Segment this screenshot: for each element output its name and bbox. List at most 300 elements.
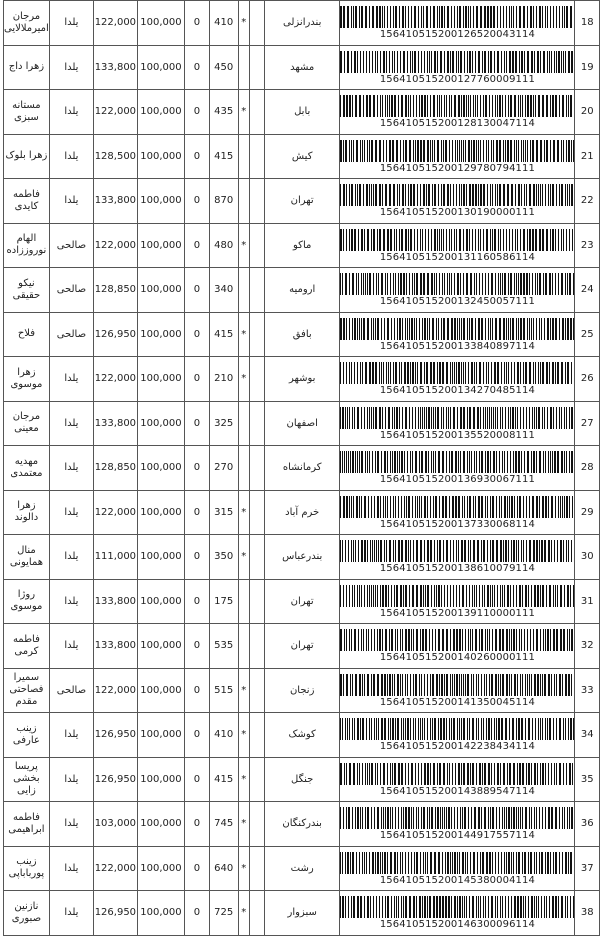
barcode-bar bbox=[452, 362, 453, 384]
barcode-bar bbox=[466, 229, 468, 251]
barcode-bar bbox=[412, 407, 413, 429]
barcode-bar bbox=[451, 807, 452, 829]
barcode-bar bbox=[426, 362, 428, 384]
barcode-bar bbox=[521, 629, 522, 651]
barcode-bar bbox=[434, 585, 435, 607]
barcode-bar bbox=[386, 140, 387, 162]
barcode-bar bbox=[529, 674, 530, 696]
row-index: 26 bbox=[575, 357, 600, 402]
barcode-bar bbox=[511, 629, 512, 651]
barcode-bar bbox=[540, 674, 541, 696]
barcode-bar bbox=[340, 718, 341, 740]
barcode-bar bbox=[550, 95, 551, 117]
barcode-bar bbox=[380, 763, 381, 785]
recipient-name: الهام نوروززاده bbox=[4, 223, 50, 268]
barcode-bar bbox=[482, 51, 483, 73]
barcode-bar bbox=[474, 362, 475, 384]
table-row bbox=[4, 1, 600, 46]
weight: 340 bbox=[209, 268, 238, 313]
barcode-bar bbox=[375, 763, 376, 785]
barcode-cell bbox=[340, 446, 575, 491]
barcode-bar bbox=[346, 629, 347, 651]
barcode-bar bbox=[550, 852, 551, 874]
barcode-bar bbox=[543, 451, 544, 473]
barcode-bar bbox=[506, 852, 507, 874]
barcode-bar bbox=[354, 362, 355, 384]
barcode-bar bbox=[414, 6, 416, 28]
barcode-bar bbox=[469, 585, 470, 607]
barcode-bar bbox=[450, 674, 451, 696]
barcode-bar bbox=[407, 451, 408, 473]
barcode-bar bbox=[425, 451, 427, 473]
total-price: 133,800 bbox=[93, 624, 137, 669]
barcode-bar bbox=[474, 273, 475, 295]
barcode-bar bbox=[537, 273, 538, 295]
barcode-bar bbox=[476, 140, 477, 162]
barcode-bar bbox=[381, 718, 383, 740]
barcode-bar bbox=[566, 229, 567, 251]
barcode-bar bbox=[555, 273, 556, 295]
barcode-bar bbox=[465, 140, 466, 162]
barcode-bar bbox=[504, 451, 505, 473]
barcode-bar bbox=[463, 273, 464, 295]
barcode-bar bbox=[408, 229, 409, 251]
barcode-bar bbox=[525, 807, 527, 829]
barcode-bar bbox=[415, 451, 417, 473]
barcode-bar bbox=[561, 273, 563, 295]
recipient-name: نازنین صبوری bbox=[4, 891, 50, 936]
barcode-bar bbox=[427, 585, 429, 607]
barcode-bar bbox=[498, 852, 499, 874]
barcode-bar bbox=[567, 629, 568, 651]
barcode-bar bbox=[432, 718, 433, 740]
barcode-bar bbox=[355, 674, 357, 696]
barcode-bar bbox=[342, 896, 344, 918]
barcode-bar bbox=[384, 674, 386, 696]
barcode-bar bbox=[549, 362, 550, 384]
barcode-bar bbox=[382, 629, 383, 651]
barcode-bar bbox=[462, 852, 464, 874]
sender-name: یلدا bbox=[49, 45, 93, 90]
barcode-bar bbox=[492, 540, 494, 562]
barcode-bar bbox=[555, 318, 557, 340]
barcode-bar bbox=[389, 51, 390, 73]
barcode-bar bbox=[434, 51, 436, 73]
barcode-bar bbox=[422, 718, 423, 740]
sender-name: یلدا bbox=[49, 90, 93, 135]
barcode-bar bbox=[572, 763, 573, 785]
barcode-bar bbox=[551, 674, 552, 696]
barcode-bar bbox=[520, 318, 522, 340]
barcode-bar bbox=[490, 540, 491, 562]
barcode-bar bbox=[427, 540, 429, 562]
barcode-bar bbox=[523, 896, 524, 918]
barcode-bar bbox=[457, 6, 458, 28]
barcode-bar bbox=[423, 585, 424, 607]
base-price: 100,000 bbox=[137, 713, 184, 758]
barcode-bar bbox=[447, 6, 449, 28]
barcode-bar bbox=[516, 718, 517, 740]
barcode-bar bbox=[384, 852, 386, 874]
barcode-bar bbox=[429, 629, 430, 651]
barcode-bar bbox=[340, 140, 342, 162]
barcode-bar bbox=[449, 229, 450, 251]
barcode-bar bbox=[473, 852, 475, 874]
barcode-bar bbox=[453, 540, 454, 562]
barcode-bar bbox=[395, 496, 396, 518]
barcode-bar bbox=[495, 674, 497, 696]
barcode-bar bbox=[445, 140, 447, 162]
barcode-bar bbox=[441, 6, 443, 28]
destination-city: بابل bbox=[264, 90, 339, 135]
barcode-bar bbox=[478, 496, 480, 518]
barcode-bar bbox=[403, 51, 405, 73]
barcode-bar bbox=[359, 451, 360, 473]
barcode-bar bbox=[356, 273, 357, 295]
barcode-bar bbox=[416, 273, 418, 295]
barcode-bar bbox=[439, 896, 441, 918]
barcode-bar bbox=[548, 451, 549, 473]
barcode-bar bbox=[549, 51, 550, 73]
barcode-bar bbox=[372, 51, 373, 73]
barcode-bar bbox=[479, 362, 481, 384]
barcode-bar bbox=[461, 95, 462, 117]
barcode-bar bbox=[420, 184, 421, 206]
barcode-bar bbox=[401, 763, 403, 785]
barcode-bar bbox=[359, 318, 360, 340]
barcode-bar bbox=[448, 896, 450, 918]
sender-name: صالحی bbox=[49, 312, 93, 357]
barcode-bar bbox=[525, 362, 527, 384]
barcode-bar bbox=[475, 95, 476, 117]
base-price: 100,000 bbox=[137, 490, 184, 535]
barcode-number: 156410515200146300096114 bbox=[379, 919, 535, 931]
row-index: 30 bbox=[575, 535, 600, 580]
barcode-bar bbox=[532, 718, 533, 740]
empty-cell bbox=[249, 668, 264, 713]
barcode-bar bbox=[530, 852, 532, 874]
table-row bbox=[4, 624, 600, 669]
barcode-bar bbox=[411, 6, 412, 28]
weight: 480 bbox=[209, 223, 238, 268]
barcode-bar bbox=[387, 496, 388, 518]
barcode-graphic bbox=[340, 273, 574, 295]
barcode-bar bbox=[405, 852, 406, 874]
barcode-bar bbox=[465, 674, 466, 696]
barcode-bar bbox=[503, 184, 505, 206]
barcode-bar bbox=[367, 140, 368, 162]
table-row bbox=[4, 357, 600, 402]
barcode-bar bbox=[345, 852, 346, 874]
barcode-bar bbox=[383, 362, 384, 384]
barcode-bar bbox=[413, 95, 414, 117]
barcode-bar bbox=[392, 451, 393, 473]
barcode-bar bbox=[546, 140, 548, 162]
barcode-bar bbox=[523, 540, 524, 562]
total-price: 122,000 bbox=[93, 846, 137, 891]
barcode-bar bbox=[400, 585, 402, 607]
barcode-cell bbox=[340, 45, 575, 90]
barcode-bar bbox=[522, 763, 524, 785]
barcode-bar bbox=[352, 273, 354, 295]
barcode-bar bbox=[471, 451, 472, 473]
barcode-bar bbox=[506, 807, 507, 829]
barcode-bar bbox=[458, 95, 460, 117]
barcode-bar bbox=[490, 451, 491, 473]
base-price: 100,000 bbox=[137, 891, 184, 936]
barcode-cell bbox=[340, 535, 575, 580]
barcode-bar bbox=[436, 585, 437, 607]
total-price: 122,000 bbox=[93, 668, 137, 713]
barcode-bar bbox=[570, 896, 571, 918]
barcode-bar bbox=[440, 718, 442, 740]
star-flag bbox=[238, 134, 249, 179]
barcode-bar bbox=[451, 451, 453, 473]
barcode-bar bbox=[556, 184, 557, 206]
barcode-bar bbox=[476, 718, 477, 740]
barcode-bar bbox=[478, 229, 479, 251]
table-row bbox=[4, 446, 600, 491]
barcode-cell bbox=[340, 1, 575, 46]
barcode-bar bbox=[360, 140, 361, 162]
barcode-bar bbox=[556, 763, 557, 785]
barcode-bar bbox=[516, 140, 517, 162]
barcode-bar bbox=[488, 51, 489, 73]
barcode-bar bbox=[401, 229, 403, 251]
barcode-bar bbox=[349, 362, 350, 384]
barcode-bar bbox=[379, 896, 380, 918]
row-index: 22 bbox=[575, 179, 600, 224]
barcode-bar bbox=[488, 362, 489, 384]
barcode-bar bbox=[349, 763, 351, 785]
barcode-bar bbox=[415, 763, 416, 785]
barcode-bar bbox=[409, 318, 410, 340]
barcode-bar bbox=[427, 140, 429, 162]
star-flag bbox=[238, 446, 249, 491]
barcode-bar bbox=[357, 807, 359, 829]
barcode-bar bbox=[420, 852, 421, 874]
barcode-bar bbox=[391, 95, 393, 117]
barcode-number: 156410515200126520043114 bbox=[379, 29, 535, 41]
barcode-bar bbox=[513, 807, 515, 829]
barcode-bar bbox=[388, 585, 389, 607]
barcode-bar bbox=[471, 318, 473, 340]
barcode-bar bbox=[534, 896, 535, 918]
barcode-bar bbox=[357, 407, 359, 429]
barcode-bar bbox=[542, 763, 544, 785]
barcode-bar bbox=[394, 95, 396, 117]
barcode-bar bbox=[542, 496, 544, 518]
barcode-bar bbox=[347, 407, 348, 429]
barcode-bar bbox=[559, 807, 560, 829]
barcode-bar bbox=[571, 407, 573, 429]
barcode-bar bbox=[569, 229, 570, 251]
weight: 315 bbox=[209, 490, 238, 535]
barcode-bar bbox=[405, 140, 407, 162]
total-price: 133,800 bbox=[93, 401, 137, 446]
row-index: 36 bbox=[575, 802, 600, 847]
barcode-bar bbox=[544, 407, 545, 429]
barcode-bar bbox=[567, 184, 568, 206]
barcode-bar bbox=[509, 674, 510, 696]
barcode-bar bbox=[383, 51, 385, 73]
barcode-graphic bbox=[340, 763, 574, 785]
barcode-bar bbox=[352, 585, 353, 607]
barcode-bar bbox=[345, 407, 346, 429]
sender-name: صالحی bbox=[49, 668, 93, 713]
barcode-bar bbox=[497, 95, 498, 117]
weight: 350 bbox=[209, 535, 238, 580]
barcode-bar bbox=[401, 896, 402, 918]
barcode-bar bbox=[472, 718, 474, 740]
barcode-bar bbox=[423, 807, 425, 829]
barcode-bar bbox=[357, 585, 358, 607]
barcode-bar bbox=[443, 763, 445, 785]
destination-city: بندرعباس bbox=[264, 535, 339, 580]
barcode-bar bbox=[400, 629, 401, 651]
barcode-bar bbox=[340, 674, 342, 696]
barcode-bar bbox=[528, 852, 529, 874]
barcode-bar bbox=[394, 451, 396, 473]
barcode-bar bbox=[503, 318, 505, 340]
barcode-bar bbox=[374, 629, 375, 651]
barcode-bar bbox=[499, 807, 500, 829]
barcode-bar bbox=[456, 229, 457, 251]
barcode-bar bbox=[405, 95, 407, 117]
barcode-bar bbox=[357, 763, 358, 785]
barcode-bar bbox=[500, 674, 501, 696]
barcode-bar bbox=[443, 140, 444, 162]
barcode-bar bbox=[536, 407, 537, 429]
barcode-bar bbox=[388, 718, 389, 740]
barcode-graphic bbox=[340, 362, 574, 384]
recipient-name: فلاح bbox=[4, 312, 50, 357]
barcode-bar bbox=[427, 896, 428, 918]
barcode-bar bbox=[522, 585, 523, 607]
barcode-bar bbox=[457, 407, 458, 429]
barcode-bar bbox=[508, 362, 509, 384]
star-flag: * bbox=[238, 668, 249, 713]
barcode-bar bbox=[390, 496, 391, 518]
barcode-bar bbox=[543, 51, 545, 73]
barcode-bar bbox=[403, 718, 404, 740]
barcode-bar bbox=[357, 718, 359, 740]
barcode-bar bbox=[345, 273, 347, 295]
barcode-bar bbox=[508, 852, 510, 874]
barcode-bar bbox=[511, 540, 512, 562]
barcode-bar bbox=[497, 585, 498, 607]
barcode-bar bbox=[366, 629, 367, 651]
star-flag: * bbox=[238, 223, 249, 268]
barcode-bar bbox=[547, 318, 549, 340]
barcode-number: 156410515200135520008111 bbox=[379, 429, 535, 441]
barcode-bar bbox=[378, 718, 379, 740]
barcode-bar bbox=[527, 318, 528, 340]
barcode-bar bbox=[353, 6, 354, 28]
barcode-bar bbox=[456, 51, 457, 73]
barcode-bar bbox=[494, 229, 496, 251]
barcode-bar bbox=[492, 184, 493, 206]
barcode-bar bbox=[546, 229, 548, 251]
barcode-bar bbox=[514, 362, 515, 384]
barcode-bar bbox=[573, 585, 574, 607]
barcode-bar bbox=[488, 763, 490, 785]
barcode-bar bbox=[362, 140, 363, 162]
barcode-bar bbox=[459, 896, 461, 918]
barcode-bar bbox=[569, 184, 570, 206]
barcode-bar bbox=[534, 51, 535, 73]
barcode-bar bbox=[442, 852, 443, 874]
barcode-bar bbox=[340, 273, 341, 295]
barcode-bar bbox=[452, 140, 453, 162]
barcode-cell bbox=[340, 579, 575, 624]
empty-cell bbox=[249, 713, 264, 758]
barcode-bar bbox=[402, 629, 403, 651]
barcode-bar bbox=[504, 496, 506, 518]
extra-charge: 0 bbox=[185, 579, 210, 624]
barcode-bar bbox=[412, 451, 413, 473]
barcode-bar bbox=[566, 95, 567, 117]
barcode-bar bbox=[467, 51, 468, 73]
row-index: 21 bbox=[575, 134, 600, 179]
barcode-bar bbox=[438, 852, 440, 874]
barcode-bar bbox=[436, 318, 437, 340]
barcode-bar bbox=[476, 362, 477, 384]
barcode-bar bbox=[517, 496, 518, 518]
barcode-bar bbox=[374, 718, 375, 740]
barcode-bar bbox=[495, 273, 496, 295]
barcode-bar bbox=[521, 451, 522, 473]
barcode-bar bbox=[505, 718, 507, 740]
barcode-number: 156410515200137330068114 bbox=[379, 518, 535, 530]
barcode-graphic bbox=[340, 6, 574, 28]
extra-charge: 0 bbox=[185, 401, 210, 446]
barcode-bar bbox=[537, 585, 539, 607]
barcode-bar bbox=[434, 718, 436, 740]
barcode-bar bbox=[482, 852, 484, 874]
barcode-bar bbox=[559, 6, 560, 28]
barcode-bar bbox=[534, 763, 536, 785]
barcode-bar bbox=[455, 140, 456, 162]
barcode-bar bbox=[456, 540, 457, 562]
barcode-bar bbox=[561, 51, 562, 73]
barcode-bar bbox=[555, 585, 556, 607]
barcode-bar bbox=[491, 763, 492, 785]
barcode-bar bbox=[463, 674, 464, 696]
barcode-bar bbox=[462, 896, 463, 918]
barcode-bar bbox=[447, 273, 448, 295]
destination-city: رشت bbox=[264, 846, 339, 891]
barcode-bar bbox=[481, 718, 482, 740]
barcode-bar bbox=[527, 6, 528, 28]
barcode-number: 156410515200132450057111 bbox=[379, 296, 535, 308]
barcode-bar bbox=[553, 718, 554, 740]
barcode-bar bbox=[552, 95, 554, 117]
barcode-bar bbox=[542, 6, 543, 28]
barcode-bar bbox=[469, 407, 471, 429]
barcode-bar bbox=[342, 540, 343, 562]
barcode-bar bbox=[490, 807, 491, 829]
barcode-bar bbox=[411, 852, 412, 874]
barcode-bar bbox=[427, 496, 428, 518]
barcode-bar bbox=[514, 95, 516, 117]
barcode-bar bbox=[424, 674, 425, 696]
barcode-bar bbox=[380, 585, 381, 607]
barcode-bar bbox=[400, 140, 401, 162]
barcode-bar bbox=[531, 896, 533, 918]
barcode-bar bbox=[490, 184, 491, 206]
barcode-bar bbox=[393, 362, 394, 384]
